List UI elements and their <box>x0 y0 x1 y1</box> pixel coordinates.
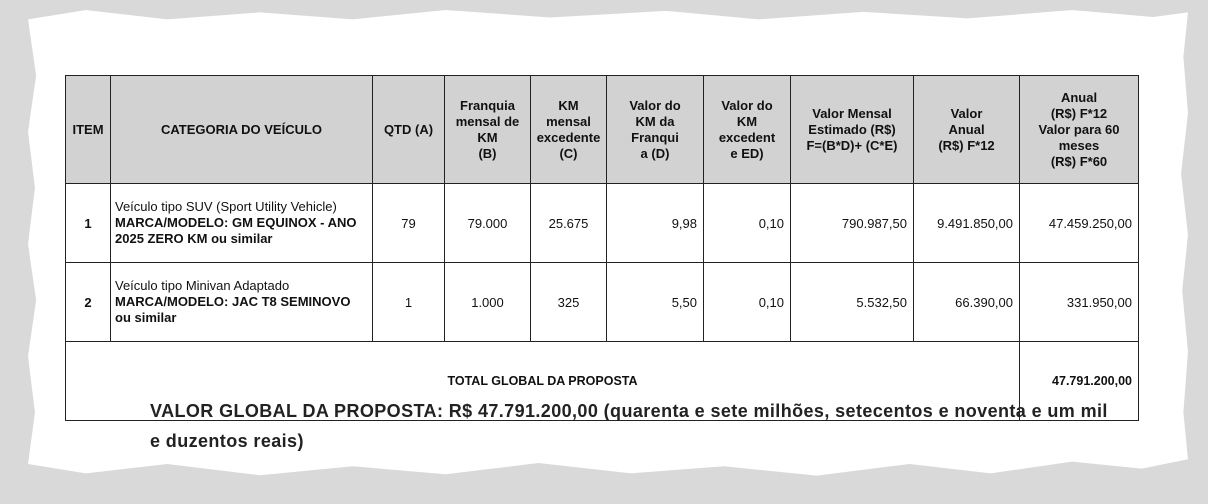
cell-valor-km-excedente: 0,10 <box>704 263 791 342</box>
header-qtd: QTD (A) <box>373 76 445 184</box>
categoria-modelo: MARCA/MODELO: GM EQUINOX - ANO 2025 ZERO KM ou similar <box>115 215 357 246</box>
header-valor-km-excedente: Valor do KM excedent e ED) <box>704 76 791 184</box>
header-franquia: Franquia mensal de KM (B) <box>445 76 531 184</box>
cell-km-excedente: 325 <box>531 263 607 342</box>
cell-valor-km: 9,98 <box>607 184 704 263</box>
cell-valor-km-excedente: 0,10 <box>704 184 791 263</box>
cell-valor-anual: 9.491.850,00 <box>914 184 1020 263</box>
table-header-row <box>66 76 1139 184</box>
cell-valor-mensal: 790.987,50 <box>791 184 914 263</box>
header-anual-60-meses: Anual (R$) F*12 Valor para 60 meses (R$) F*60 <box>1020 76 1139 184</box>
header-valor-anual: Valor Anual (R$) F*12 <box>914 76 1020 184</box>
cell-qtd: 1 <box>373 263 445 342</box>
table-row <box>66 184 1139 263</box>
cell-franquia: 79.000 <box>445 184 531 263</box>
proposal-table <box>65 75 1139 421</box>
cell-item: 1 <box>66 184 111 263</box>
categoria-modelo: MARCA/MODELO: JAC T8 SEMINOVO ou similar <box>115 294 351 325</box>
cell-item: 2 <box>66 263 111 342</box>
categoria-text: Veículo tipo Minivan Adaptado <box>115 278 290 293</box>
cell-anual-60-meses: 47.459.250,00 <box>1020 184 1139 263</box>
cell-anual-60-meses: 331.950,00 <box>1020 263 1139 342</box>
total-label: TOTAL GLOBAL DA PROPOSTA <box>66 342 1020 421</box>
header-item: ITEM <box>66 76 111 184</box>
table-row <box>66 263 1139 342</box>
header-valor-km: Valor do KM da Franqui a (D) <box>607 76 704 184</box>
cell-franquia: 1.000 <box>445 263 531 342</box>
total-value: 47.791.200,00 <box>1020 342 1139 421</box>
cell-valor-anual: 66.390,00 <box>914 263 1020 342</box>
categoria-text: Veículo tipo SUV (Sport Utility Vehicle) <box>115 199 337 214</box>
cell-categoria <box>111 263 373 342</box>
header-valor-mensal: Valor Mensal Estimado (R$) F=(B*D)+ (C*E) <box>791 76 914 184</box>
cell-valor-km: 5,50 <box>607 263 704 342</box>
valor-global-declaration: VALOR GLOBAL DA PROPOSTA: R$ 47.791.200,00 (quarenta e sete milhões, setecentos e noventa e um mil e duzentos reais) <box>150 401 1108 451</box>
cell-categoria <box>111 184 373 263</box>
cell-km-excedente: 25.675 <box>531 184 607 263</box>
cell-valor-mensal: 5.532,50 <box>791 263 914 342</box>
cell-qtd: 79 <box>373 184 445 263</box>
header-categoria: CATEGORIA DO VEÍCULO <box>111 76 373 184</box>
header-km-excedente: KM mensal excedente (C) <box>531 76 607 184</box>
